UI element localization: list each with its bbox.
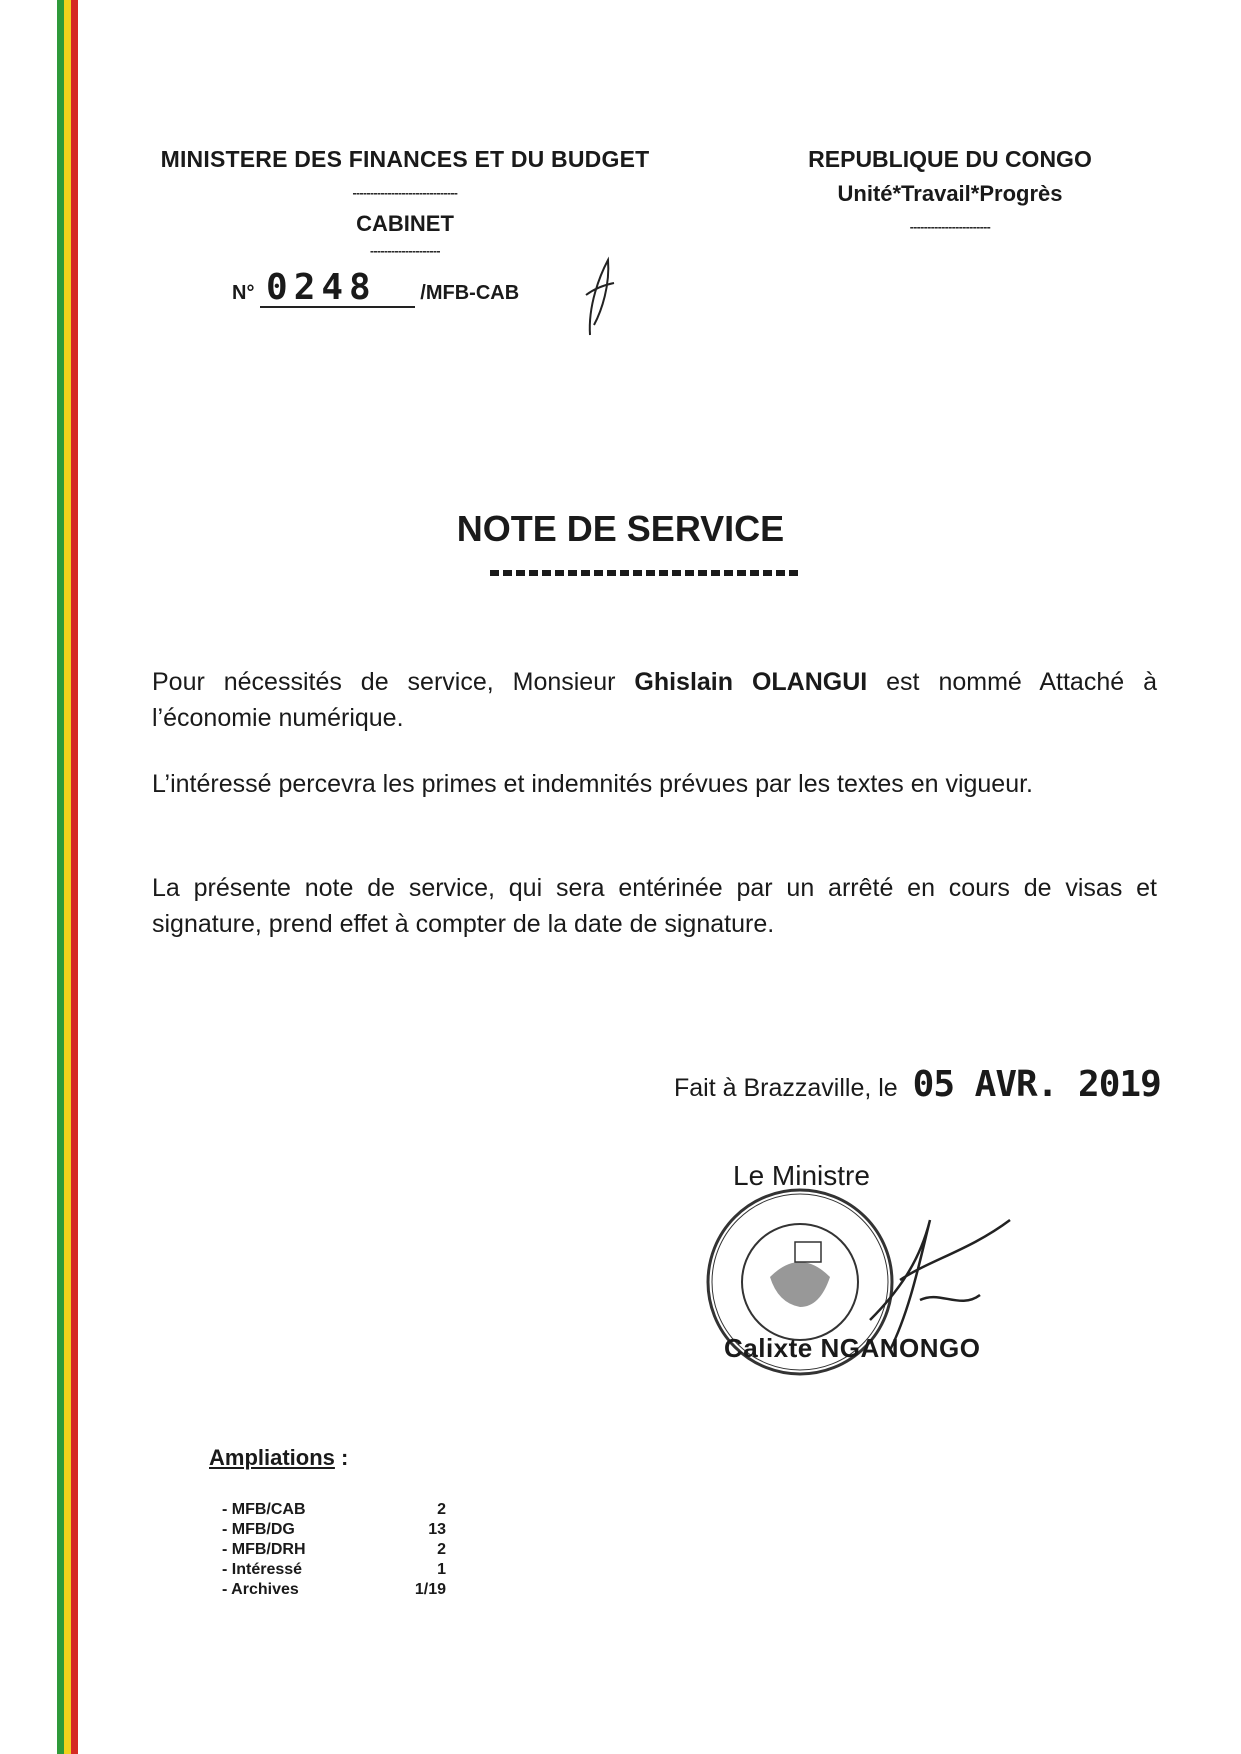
ampliations-colon: :: [334, 1445, 349, 1470]
amp-name: - MFB/CAB: [222, 1501, 306, 1518]
signatory-name: Calixte NGANONGO: [724, 1333, 981, 1363]
stamped-date: 05 AVR. 2019: [912, 1064, 1161, 1105]
amp-name: - Intéressé: [222, 1561, 303, 1578]
p1-end: est nommé Attaché à l’économie numérique.: [152, 668, 1157, 732]
header-left: [140, 146, 670, 257]
amp-count: 13: [428, 1521, 446, 1538]
ampliations-label: Ampliations: [209, 1445, 335, 1470]
title-underline: [490, 570, 800, 576]
flag-stripe-green: [57, 0, 64, 1754]
p1-start: Pour nécessités de service, Monsieur: [152, 668, 635, 696]
list-item: [222, 1560, 446, 1580]
ampliations-list: [222, 1500, 446, 1600]
reference-suffix: /MFB-CAB: [420, 282, 520, 304]
signatory-title: Le Ministre: [733, 1160, 870, 1191]
paragraph-effective-date: La présente note de service, qui sera entérinée par un arrêté en cours de visas et signature, prend effet à compter de la date de signature.: [152, 874, 1157, 938]
header-left-divider: ------------------------------: [352, 186, 458, 200]
list-item: [222, 1520, 446, 1540]
amp-name: - Archives: [222, 1581, 299, 1598]
ministry-name: MINISTERE DES FINANCES ET DU BUDGET: [160, 146, 650, 172]
document-title: NOTE DE SERVICE: [456, 508, 785, 549]
header-left-divider-2: --------------------: [370, 244, 440, 258]
place-and-date: [674, 1064, 1161, 1105]
header-right: [780, 146, 1120, 233]
list-item: [222, 1540, 446, 1560]
amp-count: 1: [437, 1561, 446, 1578]
flag-stripe-yellow: [64, 0, 71, 1754]
appointee-name: Ghislain OLANGUI: [634, 668, 868, 696]
cabinet-label: CABINET: [356, 211, 454, 236]
country-name: REPUBLIQUE DU CONGO: [808, 146, 1092, 172]
amp-count: 1/19: [414, 1581, 446, 1598]
national-motto: Unité*Travail*Progrès: [837, 181, 1063, 206]
amp-count: 2: [437, 1541, 446, 1558]
reference-digits: 0248: [260, 270, 415, 308]
amp-count: 2: [437, 1501, 446, 1518]
amp-name: - MFB/DG: [222, 1521, 295, 1538]
paragraph-appointment: [152, 664, 1157, 736]
reference-prefix: N°: [232, 282, 255, 304]
paragraph-allowances: L’intéressé percevra les primes et indemnités prévues par les textes en vigueur.: [152, 770, 1034, 798]
reference-number: [232, 267, 520, 308]
reference-initials-signature-icon: [580, 255, 620, 345]
header-right-divider: -----------------------: [909, 220, 991, 234]
place-label: Fait à Brazzaville, le: [674, 1074, 898, 1102]
amp-name: - MFB/DRH: [222, 1541, 306, 1558]
list-item: [222, 1500, 446, 1520]
flag-stripe-red: [71, 0, 78, 1754]
list-item: [222, 1580, 446, 1600]
ampliations-heading: [209, 1445, 348, 1471]
